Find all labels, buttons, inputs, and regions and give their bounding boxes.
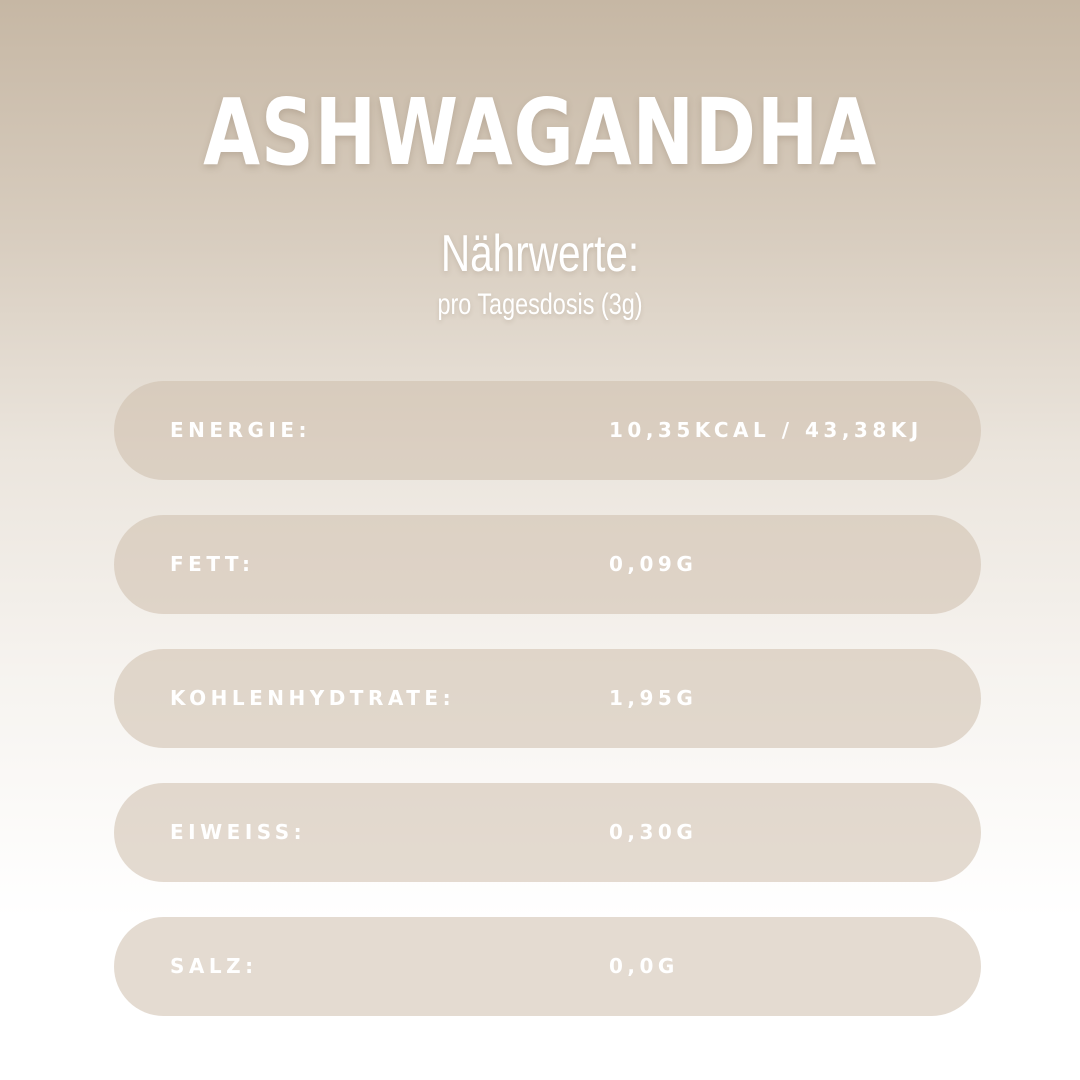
nutrition-label: EIWEISS: [170,820,307,844]
nutrition-heading: Nährwerte: [440,225,640,283]
nutrition-row-fat [114,515,981,614]
nutrition-value: 10,35KCAL / 43,38KJ [609,418,923,442]
nutrition-row-energy [114,381,981,480]
nutrition-label: KOHLENHYDTRATE: [170,686,456,710]
nutrition-row-carbohydrates [114,649,981,748]
nutrition-row-protein [114,783,981,882]
nutrition-row-salt [114,917,981,1016]
nutrition-label: FETT: [170,552,255,576]
nutrition-label: SALZ: [170,954,258,978]
nutrition-value: 1,95G [609,686,698,710]
page-title: ASHWAGANDHA [203,79,877,186]
nutrition-value: 0,30G [609,820,698,844]
nutrition-value: 0,09G [609,552,698,576]
nutrition-label: ENERGIE: [170,418,311,442]
nutrition-table [114,381,981,1051]
nutrition-value: 0,0G [609,954,679,978]
serving-caption: pro Tagesdosis (3g) [437,288,643,321]
